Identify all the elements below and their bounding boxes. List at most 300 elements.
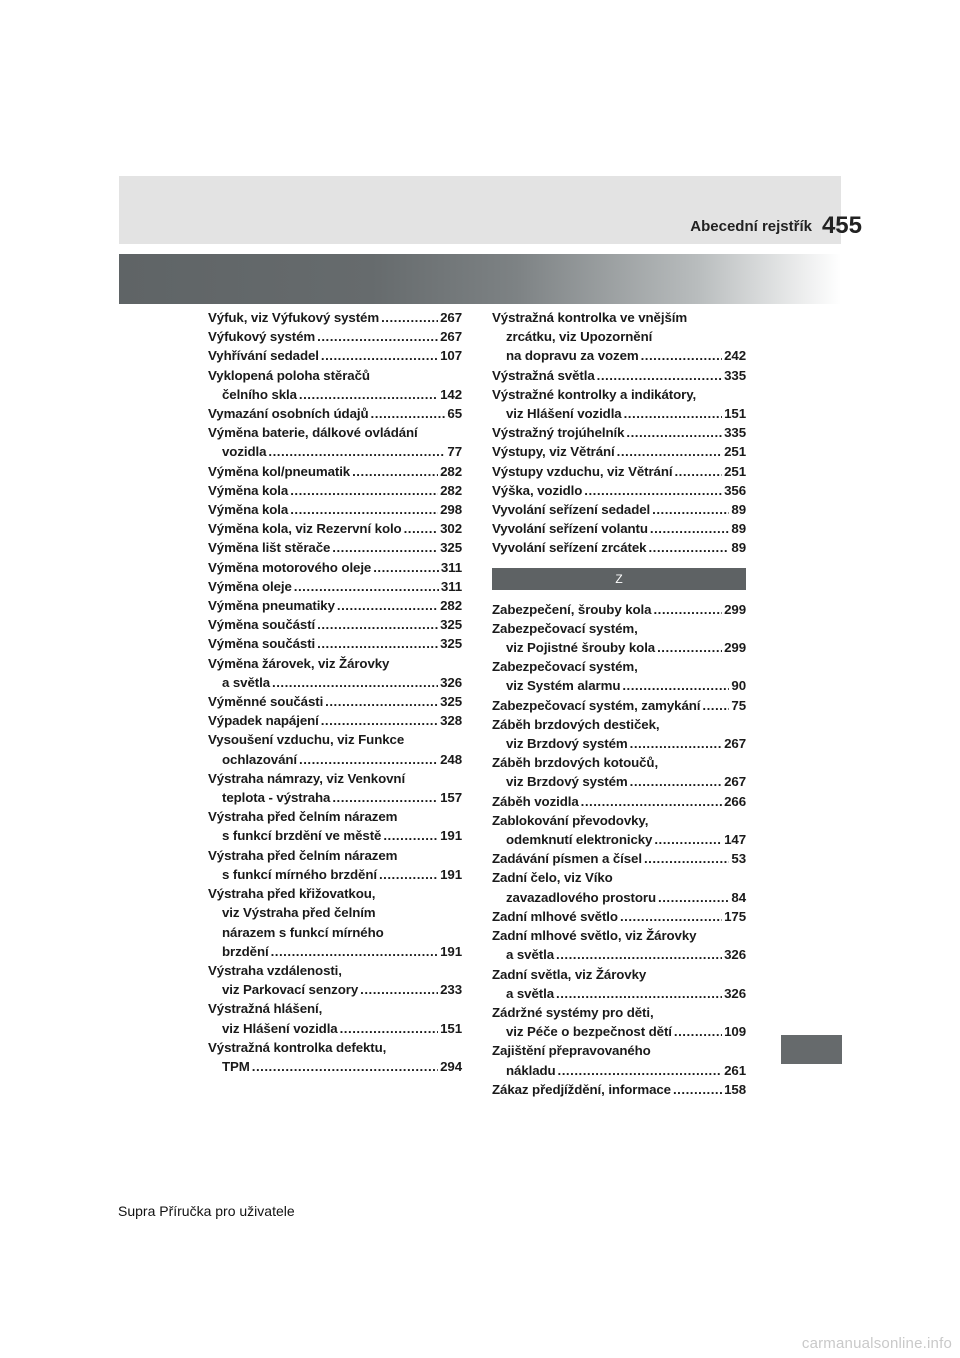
- index-entry-page: 158: [724, 1081, 746, 1097]
- index-entry: [208, 519, 462, 538]
- index-entry-line: [208, 634, 462, 653]
- dot-leader: [404, 519, 439, 538]
- index-entry-text: Výměna kola, viz Rezervní kolo: [208, 521, 402, 537]
- index-entry-line: [492, 1041, 746, 1060]
- index-entry-page: 89: [731, 502, 746, 518]
- index-entry: [208, 769, 462, 807]
- letter-header-z: Z: [492, 568, 746, 590]
- index-entry-page: 302: [440, 521, 462, 537]
- index-entry-line: [208, 346, 462, 365]
- index-entry-line: [492, 500, 746, 519]
- index-entry-line: [208, 327, 462, 346]
- index-entry-text: Záběh brzdových kotoučů,: [492, 755, 659, 771]
- index-entry-text: Zajištění přepravovaného: [492, 1043, 651, 1059]
- index-entry-page: 325: [440, 694, 462, 710]
- index-entry-line: [208, 1019, 462, 1038]
- index-entry-text: a světla: [506, 947, 554, 963]
- index-entry-page: 242: [724, 348, 746, 364]
- index-entry-text: Výstraha před čelním nárazem: [208, 809, 398, 825]
- index-entry-line: [492, 366, 746, 385]
- index-entry-line: [208, 942, 462, 961]
- index-entry-line: [492, 385, 746, 404]
- dot-leader: [317, 634, 438, 653]
- index-entry-page: 107: [440, 348, 462, 364]
- index-entry-line: [492, 1080, 746, 1099]
- index-entry-page: 267: [724, 774, 746, 790]
- index-entry-text: viz Pojistné šrouby kola: [506, 640, 656, 656]
- index-entry-text: Výměna pneumatiky: [208, 598, 335, 614]
- index-entry-text: s funkcí mírného brzdění: [222, 866, 377, 882]
- index-entry-text: Výstražná hlášení,: [208, 1001, 323, 1017]
- index-entry-page: 326: [724, 985, 746, 1001]
- index-entry-line: [492, 538, 746, 557]
- index-entry-page: 325: [440, 617, 462, 633]
- dot-leader: [658, 888, 729, 907]
- index-entry-text: viz Výstraha před čelním: [222, 905, 376, 921]
- dot-leader: [371, 404, 446, 423]
- index-entry-page: 175: [724, 908, 746, 924]
- index-list-z: [492, 600, 746, 1099]
- index-entry-line: [208, 1057, 462, 1076]
- dot-leader: [641, 346, 723, 365]
- index-entry-line: [208, 903, 462, 922]
- index-entry: [208, 423, 462, 461]
- index-entry-line: [208, 846, 462, 865]
- index-entry-text: a světla: [222, 674, 270, 690]
- index-entry-page: 311: [440, 578, 462, 594]
- dot-leader: [654, 830, 722, 849]
- dot-leader: [373, 558, 439, 577]
- index-entry-text: Výměna kola: [208, 502, 289, 518]
- dot-leader: [360, 980, 438, 999]
- dot-leader: [290, 500, 438, 519]
- index-entry: [492, 657, 746, 695]
- index-entry-text: viz Hlášení vozidla: [222, 1020, 338, 1036]
- index-entry-text: Výměnné součásti: [208, 694, 324, 710]
- index-entry: [208, 846, 462, 884]
- index-entry: [492, 696, 746, 715]
- dot-leader: [556, 945, 722, 964]
- index-entry-line: [492, 792, 746, 811]
- index-entry: [208, 999, 462, 1037]
- watermark: carmanualsonline.info: [801, 1335, 952, 1352]
- decorative-gradient-band: [119, 254, 841, 304]
- dot-leader: [290, 481, 438, 500]
- index-entry-page: 251: [724, 463, 746, 479]
- index-entry-text: Vymazání osobních údajů: [208, 406, 369, 422]
- index-entry-text: Výstraha vzdálenosti,: [208, 962, 342, 978]
- index-entry: [208, 308, 462, 327]
- index-entry: [492, 868, 746, 906]
- dot-leader: [272, 673, 438, 692]
- index-entry: [208, 711, 462, 730]
- index-entry: [492, 538, 746, 557]
- index-entry-line: [208, 1038, 462, 1057]
- index-entry: [492, 619, 746, 657]
- index-entry-text: TPM: [222, 1058, 250, 1074]
- index-entry-text: Vyklopená poloha stěračů: [208, 367, 370, 383]
- dot-leader: [299, 750, 438, 769]
- index-entry-line: [208, 884, 462, 903]
- dot-leader: [252, 1057, 438, 1076]
- dot-leader: [648, 538, 729, 557]
- dot-leader: [325, 692, 438, 711]
- index-entry: [208, 577, 462, 596]
- index-entry-page: 299: [724, 601, 746, 617]
- index-entry-text: ochlazování: [222, 751, 298, 767]
- index-entry-text: Výstupy, viz Větrání: [492, 444, 615, 460]
- dot-leader: [383, 826, 438, 845]
- index-entry-text: Výstražná kontrolka ve vnějším: [492, 310, 688, 325]
- index-entry-page: 75: [731, 697, 746, 713]
- index-entry-line: [492, 734, 746, 753]
- index-entry-line: [492, 849, 746, 868]
- index-entry-line: [492, 907, 746, 926]
- index-entry-text: Zabezpečovací systém, zamykání: [492, 697, 701, 713]
- index-entry-text: Zabezpečovací systém,: [492, 659, 638, 675]
- index-entry-page: 267: [724, 736, 746, 752]
- index-entry-text: Výměna součástí: [208, 617, 316, 633]
- dot-leader: [626, 423, 722, 442]
- index-entry-line: [208, 730, 462, 749]
- index-entry-line: [492, 1022, 746, 1041]
- index-entry-line: [492, 868, 746, 887]
- index-entry-line: [492, 481, 746, 500]
- dot-leader: [332, 538, 438, 557]
- index-entry-text: Zabezpečení, šrouby kola: [492, 601, 652, 617]
- index-entry: [492, 811, 746, 849]
- index-entry: [492, 519, 746, 538]
- index-entry-line: [492, 753, 746, 772]
- index-entry: [492, 907, 746, 926]
- index-entry-text: Výměna kola: [208, 482, 289, 498]
- index-entry-line: [208, 519, 462, 538]
- index-entry-text: Výška, vozidlo: [492, 482, 583, 498]
- index-entry-line: [208, 404, 462, 423]
- index-entry-line: [492, 926, 746, 945]
- index-entry-page: 90: [731, 678, 746, 694]
- index-entry-page: 65: [447, 406, 462, 422]
- index-entry-line: [208, 750, 462, 769]
- index-entry-line: [208, 308, 462, 327]
- index-entry-page: 282: [440, 482, 462, 498]
- index-column-right: [492, 308, 746, 1099]
- index-entry-text: s funkcí brzdění ve městě: [222, 828, 382, 844]
- index-entry: [492, 366, 746, 385]
- index-entry-text: odemknutí elektronicky: [506, 832, 653, 848]
- index-entry-line: [208, 538, 462, 557]
- dot-leader: [337, 596, 438, 615]
- index-entry: [208, 961, 462, 999]
- index-entry: [492, 385, 746, 423]
- index-entry-text: Výstražné kontrolky a indikátory,: [492, 386, 697, 402]
- index-entry-line: [208, 999, 462, 1018]
- dot-leader: [624, 404, 723, 423]
- index-entry: [208, 500, 462, 519]
- dot-leader: [674, 1022, 722, 1041]
- dot-leader: [340, 1019, 439, 1038]
- index-entry: [492, 849, 746, 868]
- index-entry-line: [208, 615, 462, 634]
- dot-leader: [650, 519, 730, 538]
- index-entry-page: 326: [440, 674, 462, 690]
- index-entry: [492, 481, 746, 500]
- index-entry-page: 299: [724, 640, 746, 656]
- index-entry-text: Výměna oleje: [208, 578, 292, 594]
- index-entry: [208, 730, 462, 768]
- index-entry-line: [208, 462, 462, 481]
- index-entry-line: [208, 807, 462, 826]
- index-entry-page: 147: [724, 832, 746, 848]
- index-entry-page: 109: [724, 1024, 746, 1040]
- index-entry-line: [492, 1003, 746, 1022]
- index-entry: [492, 792, 746, 811]
- index-entry-text: Zádržné systémy pro děti,: [492, 1004, 654, 1020]
- index-entry-text: Výstraha námrazy, viz Venkovní: [208, 770, 406, 786]
- index-entry-page: 151: [724, 406, 746, 422]
- index-entry-line: [208, 961, 462, 980]
- index-entry-text: Vyvolání seřízení sedadel: [492, 502, 651, 518]
- index-entry: [208, 615, 462, 634]
- index-entry-text: viz Péče o bezpečnost dětí: [506, 1024, 672, 1040]
- index-entry: [208, 346, 462, 365]
- dot-leader: [644, 849, 729, 868]
- dot-leader: [674, 462, 722, 481]
- index-entry-text: viz Brzdový systém: [506, 736, 628, 752]
- index-entry-line: [208, 923, 462, 942]
- index-entry-line: [208, 442, 462, 461]
- index-entry: [208, 481, 462, 500]
- index-entry-line: [492, 965, 746, 984]
- index-entry-text: nákladu: [506, 1062, 556, 1078]
- dot-leader: [317, 615, 438, 634]
- index-entry-line: [492, 404, 746, 423]
- index-entry-page: 266: [724, 793, 746, 809]
- index-entry-page: 298: [440, 502, 462, 518]
- index-entry-line: [492, 442, 746, 461]
- index-entry-page: 294: [440, 1058, 462, 1074]
- index-entry-page: 326: [724, 947, 746, 963]
- index-entry-line: [492, 308, 746, 327]
- index-entry-text: Vyhřívání sedadel: [208, 348, 319, 364]
- index-entry-page: 233: [440, 982, 462, 998]
- dot-leader: [702, 696, 729, 715]
- index-entry-text: Výměna žárovek, viz Žárovky: [208, 655, 390, 671]
- index-entry: [208, 404, 462, 423]
- dot-leader: [673, 1080, 722, 1099]
- index-entry-text: zavazadlového prostoru: [506, 889, 657, 905]
- index-entry-line: [492, 715, 746, 734]
- index-entry-text: Zadní světla, viz Žárovky: [492, 966, 647, 982]
- index-entry: [208, 884, 462, 961]
- index-entry-text: viz Systém alarmu: [506, 678, 621, 694]
- dot-leader: [321, 711, 438, 730]
- index-entry-page: 89: [731, 521, 746, 537]
- index-entry: [208, 596, 462, 615]
- index-entry: [492, 715, 746, 753]
- index-entry-line: [208, 423, 462, 442]
- index-entry-text: Vyvolání seřízení volantu: [492, 521, 648, 537]
- index-entry-line: [492, 676, 746, 695]
- index-entry-line: [208, 826, 462, 845]
- index-entry-page: 325: [440, 540, 462, 556]
- index-entry-text: na dopravu za vozem: [506, 348, 639, 364]
- index-entry-page: 325: [440, 636, 462, 652]
- index-entry: [208, 807, 462, 845]
- index-entry-page: 311: [440, 559, 462, 575]
- index-entry-page: 191: [440, 866, 462, 882]
- index-entry-text: čelního skla: [222, 386, 297, 402]
- index-entry-line: [492, 830, 746, 849]
- index-entry: [208, 366, 462, 404]
- index-entry: [492, 442, 746, 461]
- index-entry: [492, 1003, 746, 1041]
- index-entry: [492, 753, 746, 791]
- dot-leader: [352, 462, 438, 481]
- index-entry-text: Výměna motorového oleje: [208, 559, 372, 575]
- index-entry: [208, 462, 462, 481]
- index-entry-text: zrcátku, viz Upozornění: [506, 329, 653, 345]
- index-entry-line: [492, 327, 746, 346]
- index-entry-line: [492, 462, 746, 481]
- dot-leader: [657, 638, 722, 657]
- index-list-v-continued: [492, 308, 746, 558]
- index-entry-line: [208, 711, 462, 730]
- dot-leader: [653, 600, 722, 619]
- dot-leader: [622, 676, 729, 695]
- index-entry-text: nárazem s funkcí mírného: [222, 924, 384, 940]
- index-entry-text: Záběh vozidla: [492, 793, 579, 809]
- index-entry: [208, 327, 462, 346]
- chapter-tab-marker: [781, 1035, 842, 1064]
- section-title: Abecední rejstřík: [690, 218, 812, 235]
- index-entry-page: 356: [724, 482, 746, 498]
- index-entry: [208, 1038, 462, 1076]
- index-entry: [492, 965, 746, 1003]
- index-entry-line: [208, 980, 462, 999]
- dot-leader: [597, 366, 722, 385]
- footer-manual-title: Supra Příručka pro uživatele: [118, 1203, 295, 1219]
- dot-leader: [556, 984, 722, 1003]
- index-entry-line: [208, 769, 462, 788]
- dot-leader: [620, 907, 722, 926]
- index-entry: [208, 558, 462, 577]
- index-entry-page: 261: [724, 1062, 746, 1078]
- index-entry-text: viz Parkovací senzory: [222, 982, 359, 998]
- index-entry-line: [492, 888, 746, 907]
- index-entry-text: Výfuk, viz Výfukový systém: [208, 310, 380, 325]
- index-entry-line: [208, 654, 462, 673]
- index-entry: [492, 308, 746, 366]
- index-entry-page: 84: [731, 889, 746, 905]
- dot-leader: [558, 1061, 723, 1080]
- index-entry-page: 335: [724, 367, 746, 383]
- index-entry-text: Výpadek napájení: [208, 713, 319, 729]
- index-entry-line: [492, 811, 746, 830]
- dot-leader: [381, 308, 438, 327]
- index-entry: [492, 1041, 746, 1079]
- index-entry-page: 151: [440, 1020, 462, 1036]
- dot-leader: [630, 772, 722, 791]
- index-entry-page: 251: [724, 444, 746, 460]
- index-entry-line: [208, 481, 462, 500]
- index-entry-text: Zadní čelo, viz Víko: [492, 870, 613, 886]
- index-entry-text: Výstraha před křižovatkou,: [208, 886, 376, 902]
- dot-leader: [317, 327, 438, 346]
- index-entry-line: [492, 696, 746, 715]
- page-number: 455: [821, 212, 862, 239]
- dot-leader: [268, 442, 445, 461]
- index-entry-line: [208, 788, 462, 807]
- index-entry: [492, 423, 746, 442]
- index-entry-page: 248: [440, 751, 462, 767]
- index-entry: [208, 634, 462, 653]
- index-entry: [492, 600, 746, 619]
- dot-leader: [321, 346, 438, 365]
- index-entry-text: Výstražná světla: [492, 367, 595, 383]
- index-column-left: [208, 308, 462, 1076]
- dot-leader: [581, 792, 722, 811]
- dot-leader: [584, 481, 722, 500]
- index-entry-text: a světla: [506, 985, 554, 1001]
- dot-leader: [294, 577, 439, 596]
- index-entry-line: [492, 600, 746, 619]
- dot-leader: [617, 442, 722, 461]
- index-entry-line: [208, 865, 462, 884]
- index-entry-line: [492, 638, 746, 657]
- index-entry-page: 328: [440, 713, 462, 729]
- index-entry-page: 282: [440, 598, 462, 614]
- index-entry-line: [492, 657, 746, 676]
- index-entry-line: [492, 619, 746, 638]
- index-entry-text: Zablokování převodovky,: [492, 812, 649, 828]
- index-entry-text: Výstupy vzduchu, viz Větrání: [492, 463, 673, 479]
- dot-leader: [299, 385, 438, 404]
- index-entry-page: 282: [440, 463, 462, 479]
- index-entry-text: Zadávání písmen a čísel: [492, 851, 642, 867]
- index-entry: [208, 538, 462, 557]
- dot-leader: [630, 734, 722, 753]
- index-entry: [492, 926, 746, 964]
- index-entry-line: [208, 596, 462, 615]
- index-entry-line: [492, 984, 746, 1003]
- index-entry-line: [492, 423, 746, 442]
- index-entry-text: Zabezpečovací systém,: [492, 620, 638, 636]
- dot-leader: [652, 500, 729, 519]
- index-entry-text: Výstražná kontrolka defektu,: [208, 1039, 387, 1055]
- index-entry: [492, 1080, 746, 1099]
- index-entry-line: [208, 558, 462, 577]
- index-entry-text: teplota - výstraha: [222, 790, 331, 806]
- index-entry: [208, 692, 462, 711]
- dot-leader: [271, 942, 439, 961]
- index-entry-text: Výfukový systém: [208, 329, 316, 345]
- index-entry-page: 89: [731, 540, 746, 556]
- index-entry-line: [208, 500, 462, 519]
- index-entry-text: Vyvolání seřízení zrcátek: [492, 540, 647, 556]
- index-entry: [208, 654, 462, 692]
- index-entry-line: [208, 577, 462, 596]
- index-entry-page: 335: [724, 425, 746, 441]
- index-entry-text: Záběh brzdových destiček,: [492, 716, 660, 732]
- index-entry-line: [208, 385, 462, 404]
- index-entry-text: Zadní mlhové světlo, viz Žárovky: [492, 928, 697, 944]
- index-entry-text: Výstraha před čelním nárazem: [208, 847, 398, 863]
- index-entry-text: viz Hlášení vozidla: [506, 406, 622, 422]
- index-entry: [492, 462, 746, 481]
- index-entry-line: [492, 519, 746, 538]
- index-entry-text: Vysoušení vzduchu, viz Funkce: [208, 732, 405, 748]
